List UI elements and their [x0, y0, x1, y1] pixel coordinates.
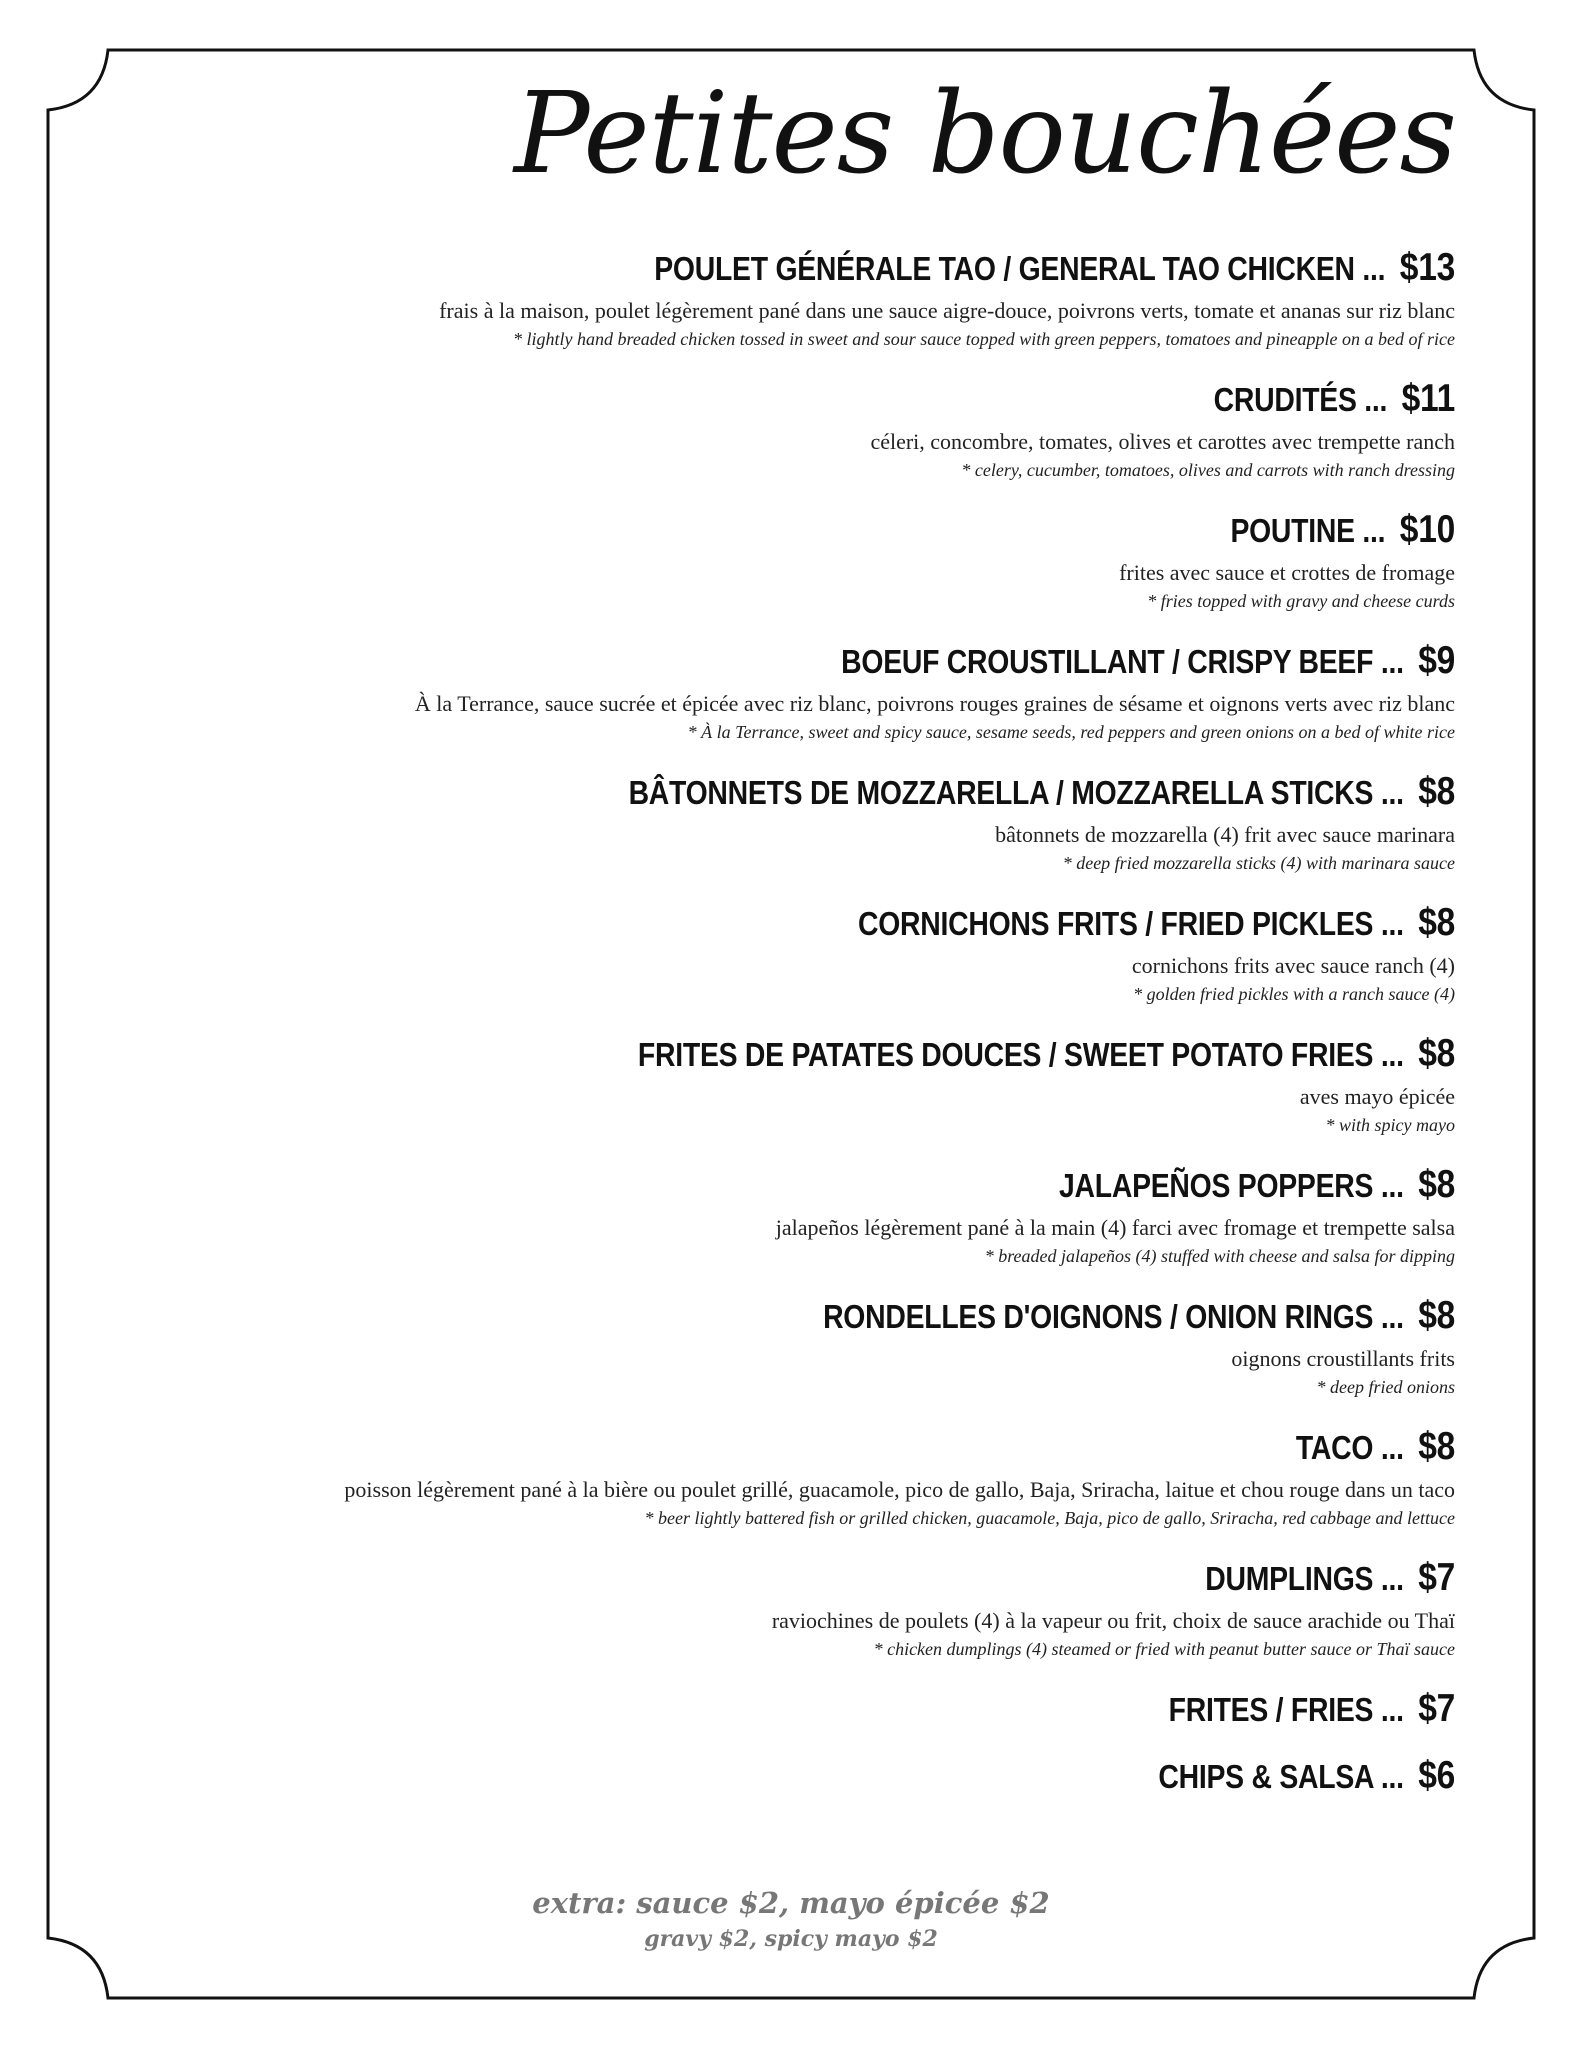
menu-item-name: BOEUF CROUSTILLANT / CRISPY BEEF	[841, 643, 1374, 680]
menu-item-price: $10	[1399, 508, 1455, 551]
menu-item-description-fr: bâtonnets de mozzarella (4) frit avec sauce marinara	[995, 822, 1455, 847]
menu-item-separator: ...	[1373, 1036, 1412, 1073]
menu-item	[95, 1425, 1455, 1531]
menu-item-description-en: * golden fried pickles with a ranch sauce (4)	[1133, 984, 1455, 1004]
menu-item-description-en: * fries topped with gravy and cheese curds	[1147, 591, 1455, 611]
menu-item-name: POULET GÉNÉRALE TAO / GENERAL TAO CHICKEN	[654, 250, 1355, 287]
menu-item-separator: ...	[1373, 1167, 1412, 1204]
menu-item-separator: ...	[1354, 250, 1393, 287]
menu-item-separator: ...	[1356, 381, 1395, 418]
menu-item-heading	[285, 246, 1455, 291]
menu-item-price: $8	[1418, 770, 1455, 813]
menu-item-description-en: * deep fried mozzarella sticks (4) with marinara sauce	[1062, 853, 1455, 873]
menu-item-separator: ...	[1373, 1560, 1412, 1597]
menu-item-description-en: * celery, cucumber, tomatoes, olives and carrots with ranch dressing	[961, 460, 1455, 480]
menu-item-name: FRITES DE PATATES DOUCES / SWEET POTATO FRIES	[637, 1036, 1374, 1073]
menu-item-description-fr: À la Terrance, sauce sucrée et épicée avec riz blanc, poivrons rouges graines de sésame et oignons verts avec riz blanc	[414, 691, 1455, 716]
menu-item-price: $8	[1418, 1425, 1455, 1468]
extras-note	[0, 1883, 1582, 1955]
menu-item-separator: ...	[1373, 1691, 1412, 1728]
menu-item-description-en: * deep fried onions	[1316, 1377, 1455, 1397]
menu-item-description-en: * lightly hand breaded chicken tossed in sweet and sour sauce topped with green peppers, tomatoes and pineapple on a bed of rice	[512, 329, 1455, 349]
menu-item-name: DUMPLINGS	[1205, 1560, 1374, 1597]
menu-items-list	[95, 246, 1455, 1821]
menu-item-separator: ...	[1373, 643, 1412, 680]
menu-item-description-fr: jalapeños légèrement pané à la main (4) farci avec fromage et trempette salsa	[775, 1215, 1455, 1240]
menu-item-description-en: * with spicy mayo	[1325, 1115, 1455, 1135]
menu-item-name: POUTINE	[1230, 512, 1355, 549]
menu-item-heading	[285, 1754, 1455, 1799]
menu-item	[95, 246, 1455, 352]
menu-item-description-fr: frites avec sauce et crottes de fromage	[1119, 560, 1455, 585]
menu-item-name: CORNICHONS FRITS / FRIED PICKLES	[857, 905, 1374, 942]
menu-item-name: JALAPEÑOS POPPERS	[1058, 1167, 1374, 1204]
menu-item-price: $7	[1418, 1556, 1455, 1599]
menu-item-description-en: * breaded jalapeños (4) stuffed with cheese and salsa for dipping	[984, 1246, 1455, 1266]
menu-item-description-fr: oignons croustillants frits	[1231, 1346, 1455, 1371]
menu-item-price: $13	[1399, 246, 1455, 289]
menu-item-name: CHIPS & SALSA	[1158, 1758, 1374, 1795]
menu-title: Petites bouchées	[514, 69, 1456, 199]
menu-item-name: RONDELLES D'OIGNONS / ONION RINGS	[823, 1298, 1374, 1335]
menu-item	[95, 377, 1455, 483]
menu-item-heading	[285, 1032, 1455, 1077]
menu-item-heading	[285, 1425, 1455, 1470]
menu-item	[95, 1294, 1455, 1400]
menu-item-separator: ...	[1373, 1298, 1412, 1335]
menu-item-heading	[285, 639, 1455, 684]
menu-item-description-fr: poisson légèrement pané à la bière ou poulet grillé, guacamole, pico de gallo, Baja, Sriracha, laitue et chou rouge dans un taco	[344, 1477, 1455, 1502]
menu-item-heading	[285, 377, 1455, 422]
menu-item	[95, 901, 1455, 1007]
menu-item-description-fr: frais à la maison, poulet légèrement pané dans une sauce aigre-douce, poivrons verts, tomate et ananas sur riz blanc	[439, 298, 1455, 323]
menu-item-description-en: * À la Terrance, sweet and spicy sauce, sesame seeds, red peppers and green onions on a bed of white rice	[687, 722, 1455, 742]
extras-line-fr: extra: sauce $2, mayo épicée $2	[532, 1886, 1050, 1920]
menu-item-price: $8	[1418, 901, 1455, 944]
menu-item-heading	[285, 770, 1455, 815]
menu-item	[95, 1163, 1455, 1269]
menu-item-heading	[285, 1556, 1455, 1601]
menu-item-separator: ...	[1373, 905, 1412, 942]
menu-item-heading	[285, 1163, 1455, 1208]
menu-item-separator: ...	[1373, 774, 1412, 811]
menu-item	[95, 1032, 1455, 1138]
menu-item-separator: ...	[1373, 1758, 1412, 1795]
menu-item-separator: ...	[1373, 1429, 1412, 1466]
menu-item-price: $6	[1418, 1754, 1455, 1797]
menu-item-description-fr: cornichons frits avec sauce ranch (4)	[1131, 953, 1455, 978]
menu-item-heading	[285, 1294, 1455, 1339]
menu-item-price: $9	[1418, 639, 1455, 682]
menu-item-price: $8	[1418, 1032, 1455, 1075]
menu-item-price: $11	[1401, 377, 1455, 420]
menu-item	[95, 770, 1455, 876]
menu-item-description-fr: raviochines de poulets (4) à la vapeur ou frit, choix de sauce arachide ou Thaï	[771, 1608, 1455, 1633]
menu-item	[95, 1687, 1455, 1732]
extras-line-en: gravy $2, spicy mayo $2	[644, 1926, 938, 1952]
menu-item-name: CRUDITÉS	[1213, 381, 1357, 418]
menu-item	[95, 1556, 1455, 1662]
menu-item-description-fr: céleri, concombre, tomates, olives et carottes avec trempette ranch	[870, 429, 1455, 454]
menu-item-heading	[285, 901, 1455, 946]
menu-item-name: FRITES / FRIES	[1168, 1691, 1374, 1728]
menu-item	[95, 508, 1455, 614]
menu-item-heading	[285, 1687, 1455, 1732]
menu-item-price: $8	[1418, 1163, 1455, 1206]
menu-item-price: $8	[1418, 1294, 1455, 1337]
menu-item-description-en: * beer lightly battered fish or grilled chicken, guacamole, Baja, pico de gallo, Sriracha, red cabbage and lettuce	[644, 1508, 1455, 1528]
menu-item-description-en: * chicken dumplings (4) steamed or fried with peanut butter sauce or Thaï sauce	[873, 1639, 1455, 1659]
menu-item-name: TACO	[1295, 1429, 1374, 1466]
menu-item-description-fr: aves mayo épicée	[1299, 1084, 1455, 1109]
menu-item	[95, 639, 1455, 745]
menu-item-name: BÂTONNETS DE MOZZARELLA / MOZZARELLA STICKS	[628, 774, 1374, 811]
menu-item-heading	[285, 508, 1455, 553]
menu-item	[95, 1754, 1455, 1799]
menu-item-separator: ...	[1354, 512, 1393, 549]
menu-item-price: $7	[1418, 1687, 1455, 1730]
